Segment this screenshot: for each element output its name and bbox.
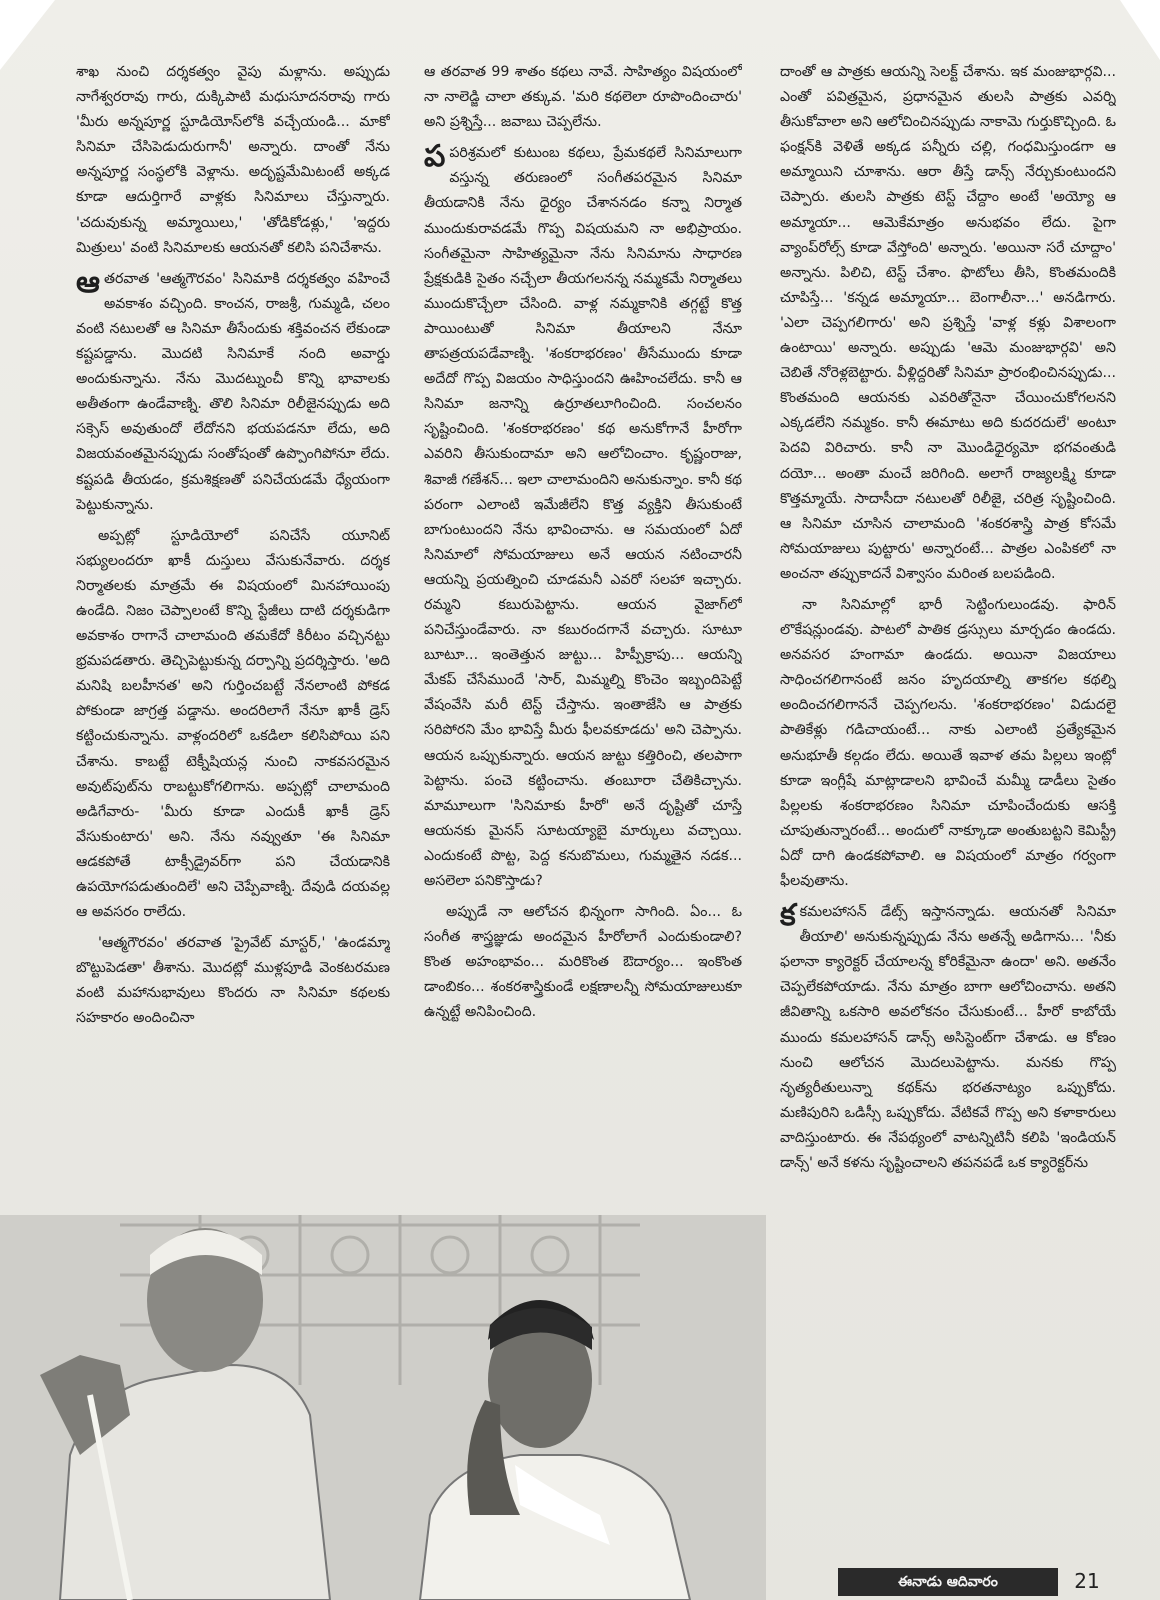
drop-cap: క xyxy=(780,898,796,934)
paragraph: ఆ తరవాత 99 శాతం కథలు నావే. సాహిత్యం విషయంలో నా నాలెడ్జి చాలా తక్కువ. 'మరి కథలెలా రూపొందించారు' అని ప్రశ్నిస్తే... జవాబు చెప్పలేను. xyxy=(424,64,742,131)
article-column-3 xyxy=(780,60,1116,1540)
article-photo xyxy=(0,1215,766,1600)
paragraph: దాంతో ఆ పాత్రకు ఆయన్ని సెలక్ట్ చేశాను. ఇక మంజుభార్గవి... ఎంతో పవిత్రమైన, ప్రధానమైన తులసి పాత్రకు ఎవర్ని తీసుకోవాలా అని ఆలోచించినప్పుడు నాకామె గుర్తుకొచ్చింది. ఓ ఫంక్షన్‌కి వెళితే అక్కడ పన్నీరు చల్లి, గంధమిస్తుండగా ఆ అమ్మాయిని చూశాను. ఆరా తీస్తే డాన్స్ నేర్చుకుంటుందని చెప్పారు. తులసి పాత్రకు టెస్ట్ చేద్దాం అంటే 'అయ్యో ఆ అమ్మాయా... ఆమెకేమాత్రం అనుభవం లేదు. పైగా వ్యాంప్‌రోల్స్ కూడా వేస్తోంది' అన్నారు. 'అయినా సరే చూద్దాం' అన్నాను. పిలిచి, టెస్ట్ చేశాం. ఫొటోలు తీసి, కొంతమందికి చూపిస్తే... 'కన్నడ అమ్మాయా... బెంగాలీనా...' అనడిగారు. 'ఎలా చెప్పగలిగారు' అని ప్రశ్నిస్తే 'వాళ్ల కళ్లు విశాలంగా ఉంటాయి' అన్నారు. అప్పుడు 'ఆమె మంజుభార్గవి' అని చెబితే నోరెళ్లబెట్టారు. వీళ్లిద్దరితో సినిమా ప్రారంభించినప్పుడు... కొంతమంది ఆయనకు ఎవరితోనైనా చేయించుకోగలనని ఎక్కడలేని నమ్మకం. కానీ ఈమాటు అది కుదరదులే' అంటూ పెదవి విరిచారు. కానీ నా మొండిధైర్యమో భగవంతుడి దయో... అంతా మంచే జరిగింది. అలాగే రాజ్యలక్ష్మి కూడా కొత్తమ్మాయే. సాదాసీదా నటులతో రిలీజై, చరిత్ర సృష్టించింది. ఆ సినిమా చూసిన చాలామంది 'శంకరశాస్త్రి పాత్ర కోసమే సోమయాజులు పుట్టారు' అన్నారంటే... పాత్రల ఎంపికలో నా అంచనా తప్పుకాదనే విశ్వాసం మరింత బలపడింది. xyxy=(780,64,1116,582)
page-number: 21 xyxy=(1074,1569,1100,1593)
photo-illustration xyxy=(0,1215,766,1600)
drop-cap: ఆ xyxy=(76,264,100,300)
article-column-2 xyxy=(424,60,742,1230)
paragraph: పపరిశ్రమలో కుటుంబ కథలు, ప్రేమకథలే సినిమాలుగా వస్తున్న తరుణంలో సంగీతపరమైన సినిమా తీయడానికి నేను ధైర్యం చేశాననడం కన్నా నిర్మాత ముందుకురావడమే గొప్ప విషయమని నా అభిప్రాయం. సంగీతమైనా సాహిత్యమైనా నేను సినిమాను సాధారణ ప్రేక్షకుడికి సైతం నచ్చేలా తీయగలనన్న నమ్మకమే నిర్మాతలు ముందుకొచ్చేలా చేసింది. వాళ్ల నమ్మకానికి తగ్గట్టే కొత్త పాయింటుతో సినిమా తీయాలని నేనూ తాపత్రయపడేవాణ్ని. 'శంకరాభరణం' తీసేముందు కూడా అదేదో గొప్ప విజయం సాధిస్తుందని ఊహించలేదు. కానీ ఆ సినిమా జనాన్ని ఉర్రూతలూగించింది. సంచలనం సృష్టించింది. 'శంకరాభరణం' కథ అనుకోగానే హీరోగా ఎవరిని తీసుకుందామా అని ఆలోచించాం. కృష్ణంరాజు, శివాజీ గణేశన్... ఇలా చాలామందిని అనుకున్నాం. కానీ కథ పరంగా ఎలాంటి ఇమేజీలేని కొత్త వ్యక్తిని తీసుకుంటే బాగుంటుందని నేను భావించాను. ఆ సమయంలో ఏదో సినిమాలో సోమయాజులు అనే ఆయన నటించారనీ ఆయన్ని ప్రయత్నించి చూడమనీ ఎవరో సలహా ఇచ్చారు. రమ్మని కబురుపెట్టాను. ఆయన వైజాగ్‌లో పనిచేస్తుండేవారు. నా కబురందగానే వచ్చారు. సూటూ బూటూ... ఇంతెత్తున జుట్టు... హిప్పీక్రాపు... ఆయన్ని మేకప్ చేసేముందే 'సార్, మిమ్మల్ని కొంచెం ఇబ్బందిపెట్టే వేషంవేసి మరీ టెస్ట్ చేస్తాను. ఇంతాజేసి ఆ పాత్రకు సరిపోరని మేం భావిస్తే మీరు ఫీలవకూడదు' అని చెప్పాను. ఆయన ఒప్పుకున్నారు. ఆయన జుట్టు కత్తిరించి, తలపాగా పెట్టాను. పంచె కట్టించాను. తంబూరా చేతికిచ్చాను. మామూలుగా 'సినిమాకు హీరో' అనే దృష్టితో చూస్తే ఆయనకు మైనస్ సూటయ్యాబై మార్కులు వచ్చాయి. ఎందుకంటే పొట్ట, పెద్ద కనుబొమలు, గుమ్మతైన నడక... అసలెలా పనికొస్తాడు? xyxy=(424,139,742,889)
drop-cap: ప xyxy=(424,139,446,175)
article-column-1 xyxy=(76,60,390,1218)
page-fold-corner-right xyxy=(1120,0,1160,60)
magazine-name: ఈనాడు ఆదివారం xyxy=(838,1568,1058,1596)
paragraph: 'ఆత్మగౌరవం' తరవాత 'ప్రైవేట్ మాస్టర్,' 'ఉండమ్మా బొట్టుపెడతా' తీశాను. మొదట్లో ముళ్లపూడి వెంకటరమణ వంటి మహానుభావులు కొందరు నా సినిమా కథలకు సహకారం అందించినా xyxy=(76,935,390,1027)
paragraph: శాఖ నుంచి దర్శకత్వం వైపు మళ్లాను. అప్పుడు నాగేశ్వరరావు గారు, దుక్కిపాటి మధుసూదనరావు గారు 'మీరు అన్నపూర్ణ స్టూడియోస్‌లోకి వచ్చేయండి... మాకో సినిమా చేసిపెడుదురుగానీ' అన్నారు. దాంతో నేను అన్నపూర్ణ సంస్థలోకి వెళ్లాను. అదృష్టమేమిటంటే అక్కడ కూడా ఆదుర్తిగారే వాళ్లకు సినిమాలు చేస్తున్నారు. 'చదువుకున్న అమ్మాయిలు,' 'తోడికోడళ్లు,' 'ఇద్దరు మిత్రులు' వంటి సినిమాలకు ఆయనతో కలిసి పనిచేశాను. xyxy=(76,64,390,256)
paragraph: ఆతరవాత 'ఆత్మగౌరవం' సినిమాకి దర్శకత్వం వహించే అవకాశం వచ్చింది. కాంచన, రాజశ్రీ, గుమ్మడి, చలం వంటి నటులతో ఆ సినిమా తీసేందుకు శక్తివంచన లేకుండా కష్టపడ్డాను. మొదటి సినిమాకే నంది అవార్డు అందుకున్నాను. నేను మొదట్నుంచీ కొన్ని భావాలకు అతీతంగా ఉండేవాణ్ని. తొలి సినిమా రిలీజైనప్పుడు అది సక్సెస్ అవుతుందో లేదోనని భయపడనూ లేదు, అది విజయవంతమైనప్పుడు సంతోషంతో ఉప్పొంగిపోనూ లేదు. కష్టపడి తీయడం, క్రమశిక్షణతో పనిచేయడమే ధ్యేయంగా పెట్టుకున్నాను. xyxy=(76,264,390,513)
paragraph: అప్పట్లో స్టూడియోలో పనిచేసే యూనిట్ సభ్యులందరూ ఖాకీ దుస్తులు వేసుకునేవారు. దర్శక నిర్మాతలకు మాత్రమే ఈ విషయంలో మినహాయింపు ఉండేది. నిజం చెప్పాలంటే కొన్ని స్టేజీలు దాటి దర్శకుడిగా అవకాశం రాగానే చాలామంది తమకేదో కిరీటం వచ్చినట్టు భ్రమపడతారు. తెచ్చిపెట్టుకున్న దర్పాన్ని ప్రదర్శిస్తారు. 'అది మనిషి బలహీనత' అని గుర్తించబట్టే నేనలాంటి పోకడ పోకుండా జాగ్రత్త పడ్డాను. అందరిలాగే నేనూ ఖాకీ డ్రెస్ కట్టించుకున్నాను. వాళ్లందరిలో ఒకడిలా కలిసిపోయి పని చేశాను. కాబట్టే టెక్నీషియన్ల నుంచి నాకవసరమైన అవుట్‌పుట్‌ను రాబట్టుకోగలిగాను. అప్పట్లో చాలామంది అడిగేవారు- 'మీరు కూడా ఎందుకీ ఖాకీ డ్రెస్ వేసుకుంటారు' అని. నేను నవ్వుతూ 'ఈ సినిమా ఆడకపోతే టాక్సీడ్రైవర్‌గా పని చేయడానికి ఉపయోగపడుతుందిలే' అని చెప్పేవాణ్ని. దేవుడి దయవల్ల ఆ అవసరం రాలేదు. xyxy=(76,527,390,921)
paragraph: నా సినిమాల్లో భారీ సెట్టింగులుండవు. ఫారిన్ లొకేషన్లుండవు. పాటలో పాతిక డ్రస్సులు మార్చడం ఉండదు. అనవసర హంగామా ఉండదు. అయినా విజయాలు సాధించగలిగానంటే జనం హృదయాల్ని తాకగల కథల్ని అందించగలిగాననే చెప్పగలను. 'శంకరాభరణం' విడుదలై పాతికేళ్లు గడిచాయంటే... నాకు ఎలాంటి ప్రత్యేకమైన అనుభూతీ కల్గడం లేదు. అయితే ఇవాళ తమ పిల్లలు ఇంట్లో కూడా ఇంగ్లీషే మాట్లాడాలని భావించే మమ్మీ డాడీలు సైతం పిల్లలకు శంకరాభరణం సినిమా చూపించేందుకు ఆసక్తి చూపుతున్నారంటే... అందులో నాక్కూడా అంతుబట్టని కెమిస్ట్రీ ఏదో దాగి ఉండకపోవాలి. ఆ విషయంలో మాత్రం గర్వంగా ఫీలవుతాను. xyxy=(780,596,1116,889)
page-fold-corner xyxy=(0,0,55,70)
paragraph: అప్పుడే నా ఆలోచన భిన్నంగా సాగింది. ఏం... ఓ సంగీత శాస్త్రజ్ఞుడు అందమైన హీరోలాగే ఎందుకుండాలి? కొంత అహంభావం... మరికొంత ఔదార్యం... ఇంకొంత డాంబికం... శంకరశాస్త్రికుండే లక్షణాలన్నీ సోమయాజులుకూ ఉన్నట్టే అనిపించింది. xyxy=(424,904,742,1021)
paragraph: కకమలహాసన్ డేట్స్ ఇస్తానన్నాడు. ఆయనతో సినిమా తీయాలి' అనుకున్నప్పుడు నేను అతన్నే అడిగాను... 'నీకు ఫలానా క్యారెక్టర్ చేయాలన్న కోరికేమైనా ఉందా' అని. అతనేం చెప్పలేకపోయాడు. నేను మాత్రం బాగా ఆలోచించాను. అతని జీవితాన్ని ఒకసారి అవలోకనం చేసుకుంటే... హీరో కాబోయే ముందు కమలహాసన్ డాన్స్ అసిస్టెంట్‌గా చేశాడు. ఆ కోణం నుంచి ఆలోచన మొదలుపెట్టాను. మనకు గొప్ప నృత్యరీతులున్నా కథక్‌ను భరతనాట్యం ఒప్పుకోదు. మణిపురిని ఒడిస్సీ ఒప్పుకోదు. వేటికవే గొప్ప అని కళాకారులు వాదిస్తుంటారు. ఈ నేపథ్యంలో వాటన్నిటినీ కలిపి 'ఇండియన్ డాన్స్' అనే కళను సృష్టించాలని తపనపడే ఒక క్యారెక్టర్‌ను xyxy=(780,898,1116,1172)
